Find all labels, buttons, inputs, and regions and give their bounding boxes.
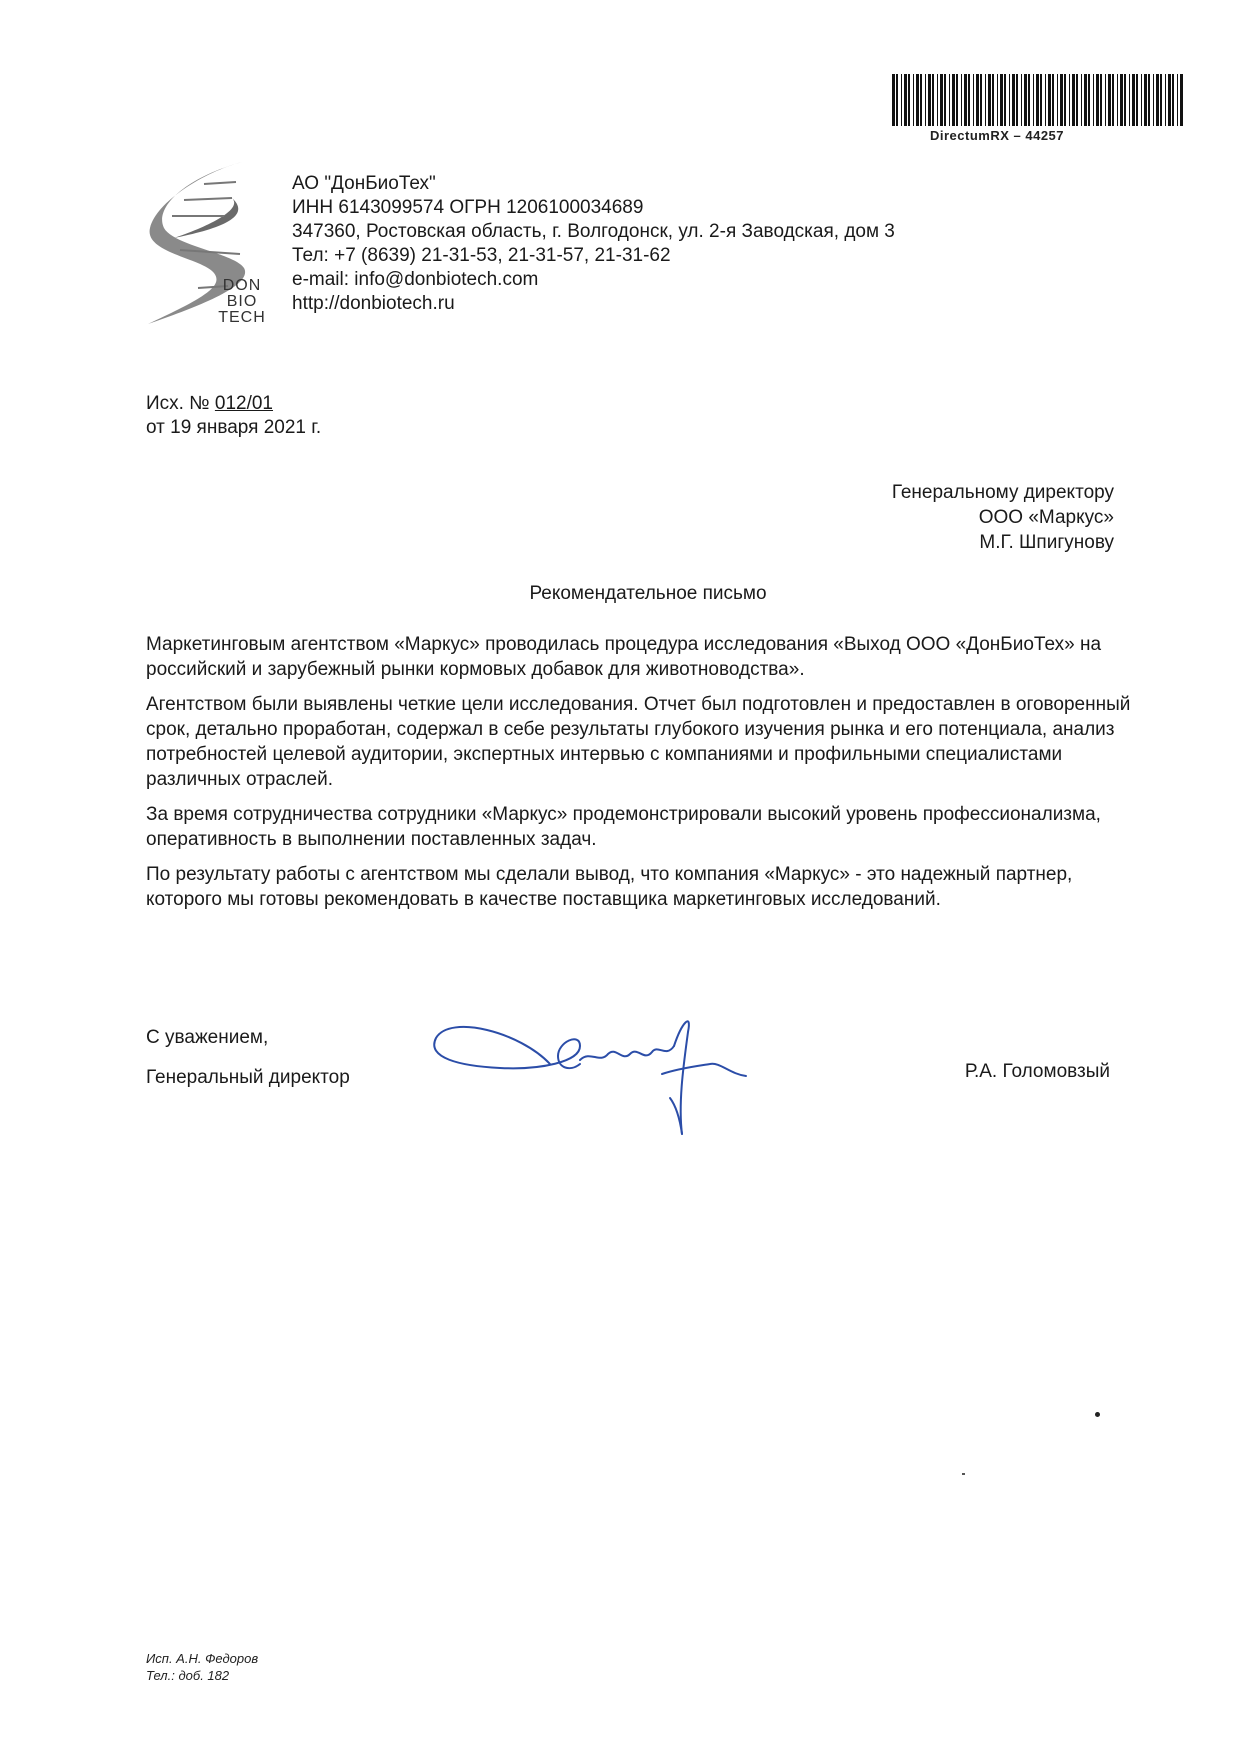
addressee	[700, 480, 1114, 555]
addressee-organization: ООО «Маркус»	[978, 507, 1114, 528]
outgoing-label: Исх. №	[146, 393, 210, 414]
handwritten-signature	[430, 1002, 750, 1142]
outgoing-date: от 19 января 2021 г.	[146, 417, 322, 438]
signer-name: Р.А. Голомовзый	[964, 1061, 1110, 1082]
letter-paragraph-3: За время сотрудничества сотрудники «Маркус» продемонстрировали высокий уровень профессионализма, оперативность в выполнении поставленных задач.	[146, 804, 1101, 850]
closing-phrase: С уважением,	[146, 1027, 269, 1048]
scan-speck	[962, 1473, 965, 1475]
footer-phone: Тел.: доб. 182	[146, 1668, 230, 1683]
outgoing-reference	[146, 392, 546, 440]
logo-wordmark	[218, 278, 266, 326]
signer-position: Генеральный директор	[146, 1067, 350, 1088]
scan-speck	[1095, 1412, 1100, 1417]
letter-paragraph-1: Маркетинговым агентством «Маркус» проводилась процедура исследования «Выход ООО «ДонБиоТех» на российский и зарубежный рынки кормовых добавок для животноводства».	[146, 634, 1102, 680]
letter-paragraph-4: По результату работы с агентством мы сделали вывод, что компания «Маркус» - это надежный партнер, которого мы готовы рекомендовать в качестве поставщика маркетинговых исследований.	[146, 864, 1073, 910]
letter-body	[146, 632, 1136, 922]
company-phone: Тел: +7 (8639) 21-31-53, 21-31-57, 21-31-62	[292, 245, 671, 266]
outgoing-number-line	[146, 392, 546, 416]
logo-line-don: DON	[222, 277, 262, 294]
letter-paragraph-2: Агентством были выявлены четкие цели исследования. Отчет был подготовлен и предоставлен в оговоренный срок, детально проработан, содержал в себе результаты глубокого изучения рынка и его потенциала, анализ потребностей целевой аудитории, экспертных интервью с компаниями и профильными специалистами различных отраслей.	[146, 694, 1131, 790]
footer-executor-info	[146, 1650, 446, 1684]
letter-title: Рекомендательное письмо	[529, 583, 767, 604]
outgoing-number: 012/01	[214, 393, 274, 414]
barcode-caption: DirectumRX – 44257	[930, 128, 1065, 143]
logo-line-tech: TECH	[218, 309, 266, 326]
addressee-position: Генеральному директору	[891, 482, 1114, 503]
company-website: http://donbiotech.ru	[292, 293, 455, 314]
company-email: e-mail: info@donbiotech.com	[292, 269, 539, 290]
company-registration: ИНН 6143099574 ОГРН 1206100034689	[292, 197, 644, 218]
logo-line-bio: BIO	[226, 293, 258, 310]
company-name: АО "ДонБиоТех"	[292, 173, 436, 194]
company-header	[292, 172, 1052, 316]
barcode	[890, 74, 1186, 126]
company-address: 347360, Ростовская область, г. Волгодонск, ул. 2-я Заводская, дом 3	[292, 221, 895, 242]
footer-executor: Исп. А.Н. Федоров	[146, 1651, 259, 1666]
addressee-name: М.Г. Шпигунову	[979, 532, 1114, 553]
